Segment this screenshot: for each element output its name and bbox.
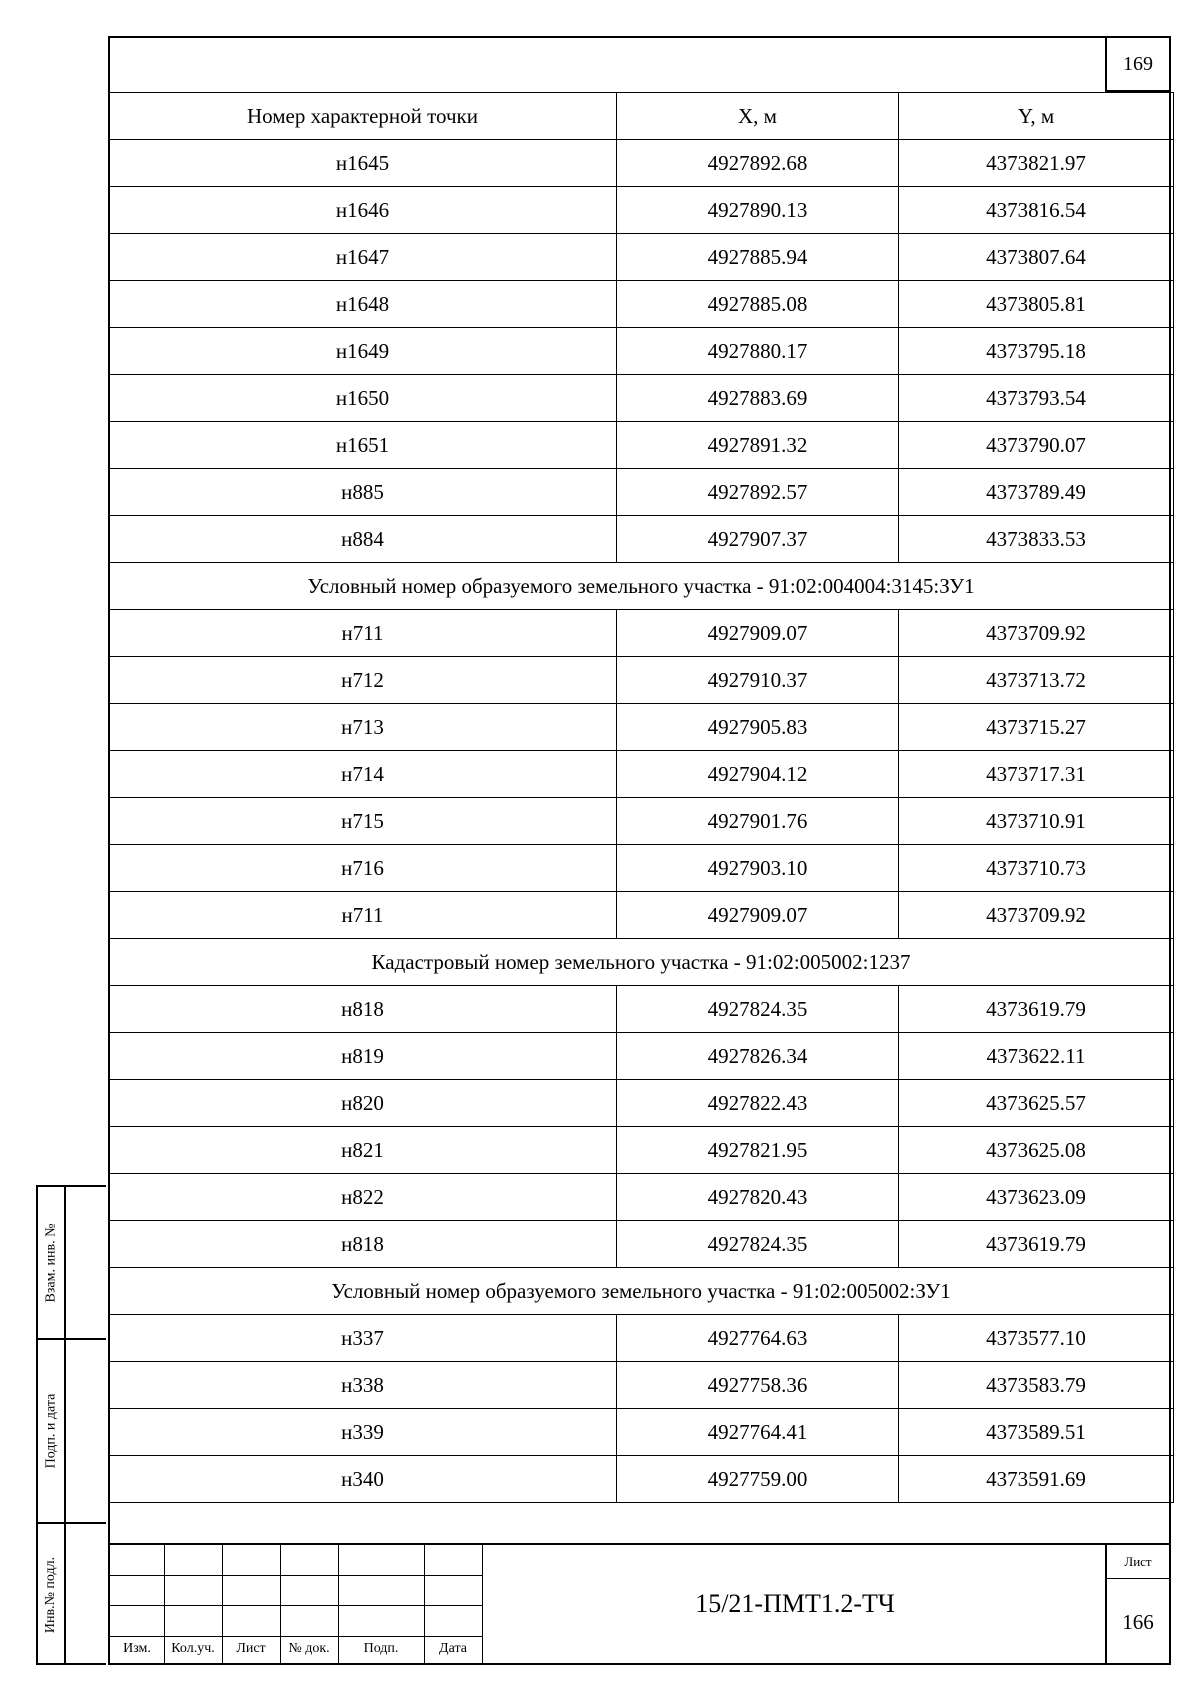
point-number-cell: н715 — [109, 798, 617, 845]
x-coordinate-cell: 4927764.41 — [617, 1409, 899, 1456]
table-row — [109, 1409, 1174, 1456]
x-coordinate-cell: 4927903.10 — [617, 845, 899, 892]
x-coordinate-cell: 4927821.95 — [617, 1127, 899, 1174]
point-number-cell: н1650 — [109, 375, 617, 422]
point-number-cell: н822 — [109, 1174, 617, 1221]
table-row — [109, 1033, 1174, 1080]
x-coordinate-cell: 4927885.94 — [617, 234, 899, 281]
x-coordinate-cell: 4927904.12 — [617, 751, 899, 798]
table-row — [109, 1221, 1174, 1268]
x-coordinate-cell: 4927764.63 — [617, 1315, 899, 1362]
y-coordinate-cell: 4373591.69 — [899, 1456, 1174, 1503]
y-coordinate-cell: 4373583.79 — [899, 1362, 1174, 1409]
point-number-cell: н821 — [109, 1127, 617, 1174]
y-coordinate-cell: 4373790.07 — [899, 422, 1174, 469]
table-row — [109, 610, 1174, 657]
table-row — [109, 469, 1174, 516]
x-coordinate-cell: 4927822.43 — [617, 1080, 899, 1127]
y-coordinate-cell: 4373789.49 — [899, 469, 1174, 516]
table-body — [109, 140, 1174, 1503]
y-coordinate-cell: 4373833.53 — [899, 516, 1174, 563]
table-row — [109, 516, 1174, 563]
point-number-cell: н884 — [109, 516, 617, 563]
revision-labels — [110, 1635, 482, 1663]
x-coordinate-cell: 4927758.36 — [617, 1362, 899, 1409]
x-coordinate-cell: 4927885.08 — [617, 281, 899, 328]
table-row — [109, 140, 1174, 187]
y-coordinate-cell: 4373625.57 — [899, 1080, 1174, 1127]
table-row — [109, 187, 1174, 234]
table-row — [109, 798, 1174, 845]
y-coordinate-cell: 4373807.64 — [899, 234, 1174, 281]
point-number-cell: н337 — [109, 1315, 617, 1362]
section-row — [109, 939, 1174, 986]
col-signature: Подп. — [363, 1641, 399, 1656]
point-number-cell: н1649 — [109, 328, 617, 375]
table-row — [109, 375, 1174, 422]
side-row-replacement — [38, 1187, 106, 1340]
point-number-cell: н1646 — [109, 187, 617, 234]
y-coordinate-cell: 4373589.51 — [899, 1409, 1174, 1456]
section-row — [109, 1268, 1174, 1315]
table-row — [109, 1456, 1174, 1503]
title-block — [110, 1543, 1169, 1663]
point-number-cell: н716 — [109, 845, 617, 892]
point-number-cell: н1647 — [109, 234, 617, 281]
x-coordinate-cell: 4927883.69 — [617, 375, 899, 422]
x-coordinate-cell: 4927909.07 — [617, 892, 899, 939]
x-coordinate-cell: 4927880.17 — [617, 328, 899, 375]
y-coordinate-cell: 4373805.81 — [899, 281, 1174, 328]
x-coordinate-cell: 4927910.37 — [617, 657, 899, 704]
x-coordinate-cell: 4927824.35 — [617, 1221, 899, 1268]
point-number-cell: н711 — [109, 892, 617, 939]
table-row — [109, 845, 1174, 892]
point-number-cell: н820 — [109, 1080, 617, 1127]
y-coordinate-cell: 4373625.08 — [899, 1127, 1174, 1174]
table-row — [109, 1080, 1174, 1127]
table-row — [109, 751, 1174, 798]
y-coordinate-cell: 4373821.97 — [899, 140, 1174, 187]
col-count: Кол.уч. — [171, 1641, 215, 1656]
document-frame — [108, 36, 1171, 1665]
section-title: Условный номер образуемого земельного участка - 91:02:005002:ЗУ1 — [109, 1268, 1174, 1315]
table-row — [109, 1127, 1174, 1174]
table-header-row — [109, 93, 1174, 140]
sheet-label: Лист — [1107, 1545, 1169, 1579]
y-coordinate-cell: 4373816.54 — [899, 187, 1174, 234]
col-date: Дата — [439, 1641, 467, 1656]
x-coordinate-cell: 4927892.57 — [617, 469, 899, 516]
sheet-box — [1105, 1545, 1169, 1663]
y-coordinate-cell: 4373717.31 — [899, 751, 1174, 798]
table-row — [109, 1315, 1174, 1362]
point-number-cell: н711 — [109, 610, 617, 657]
side-label-replacement: Взам. инв. № — [43, 1223, 58, 1302]
side-label-inventory: Инв.№ подл. — [43, 1556, 58, 1633]
point-number-cell: н712 — [109, 657, 617, 704]
point-number-cell: н1645 — [109, 140, 617, 187]
table-row — [109, 422, 1174, 469]
table-row — [109, 704, 1174, 751]
header-point-number: Номер характерной точки — [109, 93, 617, 140]
point-number-cell: н339 — [109, 1409, 617, 1456]
x-coordinate-cell: 4927759.00 — [617, 1456, 899, 1503]
y-coordinate-cell: 4373793.54 — [899, 375, 1174, 422]
side-label-signature: Подп. и дата — [43, 1393, 59, 1469]
coordinates-table — [108, 92, 1174, 1503]
x-coordinate-cell: 4927826.34 — [617, 1033, 899, 1080]
document-code: 15/21-ПМТ1.2-ТЧ — [482, 1545, 1107, 1663]
table-row — [109, 1174, 1174, 1221]
y-coordinate-cell: 4373709.92 — [899, 610, 1174, 657]
point-number-cell: н340 — [109, 1456, 617, 1503]
y-coordinate-cell: 4373710.73 — [899, 845, 1174, 892]
y-coordinate-cell: 4373619.79 — [899, 1221, 1174, 1268]
table-row — [109, 986, 1174, 1033]
point-number-cell: н338 — [109, 1362, 617, 1409]
x-coordinate-cell: 4927907.37 — [617, 516, 899, 563]
table-row — [109, 1362, 1174, 1409]
col-sheet: Лист — [236, 1641, 266, 1656]
y-coordinate-cell: 4373577.10 — [899, 1315, 1174, 1362]
x-coordinate-cell: 4927891.32 — [617, 422, 899, 469]
side-row-inventory — [38, 1524, 106, 1665]
table-row — [109, 892, 1174, 939]
point-number-cell: н713 — [109, 704, 617, 751]
table-row — [109, 234, 1174, 281]
x-coordinate-cell: 4927890.13 — [617, 187, 899, 234]
y-coordinate-cell: 4373710.91 — [899, 798, 1174, 845]
section-title: Условный номер образуемого земельного участка - 91:02:004004:3145:ЗУ1 — [109, 563, 1174, 610]
section-row — [109, 563, 1174, 610]
side-stamp — [36, 1185, 106, 1665]
header-x: X, м — [617, 93, 899, 140]
x-coordinate-cell: 4927905.83 — [617, 704, 899, 751]
y-coordinate-cell: 4373795.18 — [899, 328, 1174, 375]
table-row — [109, 657, 1174, 704]
point-number-cell: н714 — [109, 751, 617, 798]
point-number-cell: н885 — [109, 469, 617, 516]
point-number-cell: н819 — [109, 1033, 617, 1080]
y-coordinate-cell: 4373619.79 — [899, 986, 1174, 1033]
point-number-cell: н1648 — [109, 281, 617, 328]
col-doc-number: № док. — [288, 1641, 330, 1656]
x-coordinate-cell: 4927901.76 — [617, 798, 899, 845]
x-coordinate-cell: 4927824.35 — [617, 986, 899, 1033]
table-row — [109, 328, 1174, 375]
y-coordinate-cell: 4373713.72 — [899, 657, 1174, 704]
y-coordinate-cell: 4373623.09 — [899, 1174, 1174, 1221]
side-row-signature — [38, 1340, 106, 1524]
y-coordinate-cell: 4373622.11 — [899, 1033, 1174, 1080]
point-number-cell: н818 — [109, 986, 617, 1033]
x-coordinate-cell: 4927820.43 — [617, 1174, 899, 1221]
y-coordinate-cell: 4373715.27 — [899, 704, 1174, 751]
header-y: Y, м — [899, 93, 1174, 140]
point-number-cell: н1651 — [109, 422, 617, 469]
sheet-number: 166 — [1122, 1609, 1154, 1634]
x-coordinate-cell: 4927909.07 — [617, 610, 899, 657]
table-row — [109, 281, 1174, 328]
col-change: Изм. — [123, 1641, 151, 1656]
y-coordinate-cell: 4373709.92 — [899, 892, 1174, 939]
section-title: Кадастровый номер земельного участка - 91:02:005002:1237 — [109, 939, 1174, 986]
page-number: 169 — [1105, 38, 1169, 92]
x-coordinate-cell: 4927892.68 — [617, 140, 899, 187]
point-number-cell: н818 — [109, 1221, 617, 1268]
